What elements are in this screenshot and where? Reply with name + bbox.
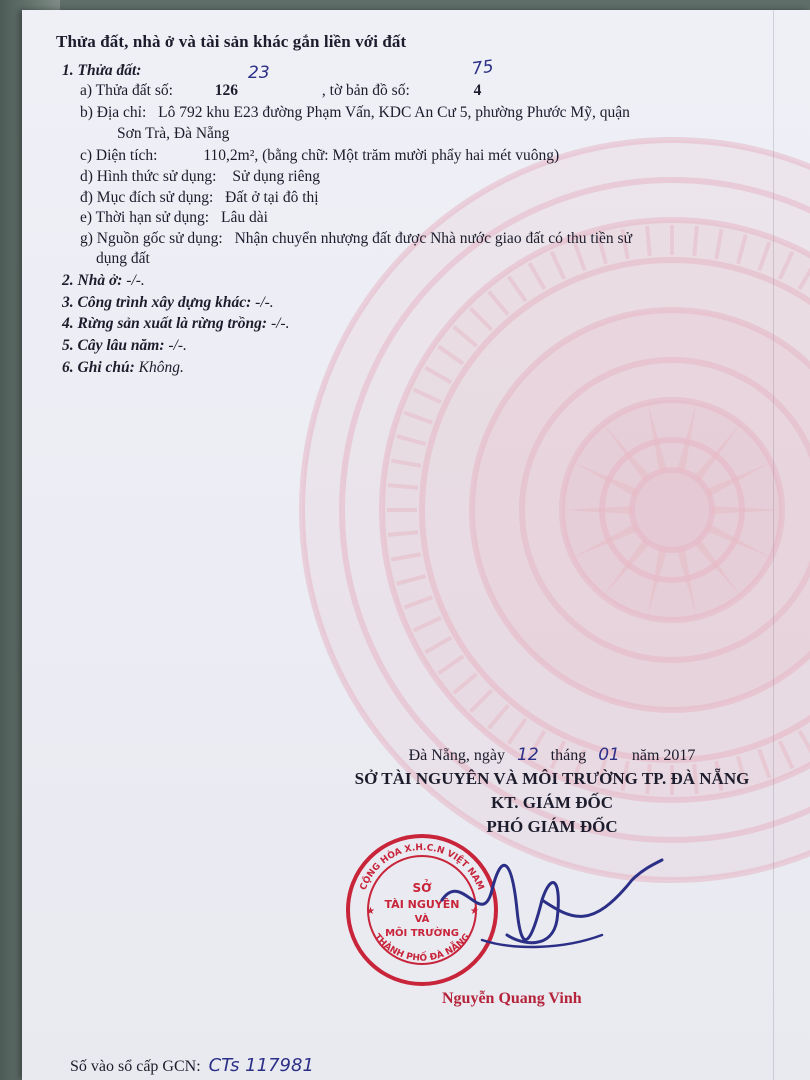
section-4-title: 4. Rừng sản xuất là rừng trồng: — [62, 315, 268, 332]
date-year: năm 2017 — [631, 747, 696, 764]
page-heading: Thửa đất, nhà ở và tài sản khác gắn liền với đất — [56, 32, 407, 51]
section-6-row — [62, 359, 184, 377]
section-5-value: -/-. — [168, 337, 187, 354]
address-value: Lô 792 khu E23 đường Phạm Vấn, KDC An Cư 5, phường Phước Mỹ, quận — [158, 104, 630, 121]
section-5-row — [62, 337, 187, 355]
gcn-label: Số vào sổ cấp GCN: — [70, 1058, 201, 1075]
section-1-title: 1. Thửa đất: — [62, 62, 142, 79]
use-form-label: d) Hình thức sử dụng: — [80, 168, 217, 185]
date-day: 12 — [517, 745, 539, 765]
section-4-value: -/-. — [270, 315, 290, 332]
use-form-row — [80, 168, 320, 186]
section-3-value: -/-. — [255, 294, 274, 311]
section-6-value: Không. — [138, 359, 184, 376]
address-row — [80, 104, 630, 122]
handwritten-sheet-note: 75 — [470, 56, 495, 80]
map-sheet-label: , tờ bản đồ số: — [321, 82, 410, 99]
section-6-title: 6. Ghi chú: — [62, 359, 135, 376]
term-row — [80, 209, 268, 227]
origin-value-cont: dụng đất — [96, 250, 150, 267]
purpose-row — [80, 189, 319, 207]
svg-text:VÀ: VÀ — [414, 914, 430, 925]
gcn-register-row — [70, 1055, 314, 1076]
address-label: b) Địa chỉ: — [80, 104, 147, 121]
signer-role-2: PHÓ GIÁM ĐỐC — [486, 817, 618, 836]
svg-text:SỞ: SỞ — [412, 881, 432, 895]
parcel-number-label: a) Thửa đất số: — [80, 82, 173, 99]
date-month: 01 — [598, 745, 620, 765]
origin-label: g) Nguồn gốc sử dụng: — [80, 230, 223, 247]
section-3-row — [62, 294, 274, 312]
purpose-label: đ) Mục đích sử dụng: — [80, 189, 214, 206]
use-form-value: Sử dụng riêng — [232, 168, 320, 185]
map-sheet-value: 4 — [473, 82, 482, 99]
section-2-row — [62, 272, 145, 290]
section-2-title: 2. Nhà ở: — [62, 272, 123, 289]
signer-name: Nguyễn Quang Vinh — [442, 990, 582, 1007]
issue-date — [302, 745, 802, 765]
date-prefix: Đà Nẵng, ngày — [408, 747, 506, 764]
svg-text:THÀNH PHỐ ĐÀ NẴNG: THÀNH PHỐ ĐÀ NẴNG — [371, 932, 473, 964]
parcel-number-row — [80, 82, 481, 100]
date-month-label: tháng — [550, 747, 587, 764]
address-value-cont: Sơn Trà, Đà Nẵng — [117, 125, 230, 142]
svg-text:TÀI NGUYÊN: TÀI NGUYÊN — [384, 898, 460, 911]
gcn-number: CTs 117981 — [208, 1055, 314, 1076]
certificate-page — [22, 10, 810, 1080]
area-label: c) Diện tích: — [80, 147, 158, 164]
area-value: 110,2m², (bằng chữ: Một trăm mười phẩy hai mét vuông) — [203, 147, 560, 164]
section-5-title: 5. Cây lâu năm: — [62, 337, 165, 354]
section-3-title: 3. Công trình xây dựng khác: — [62, 294, 252, 311]
origin-value: Nhận chuyển nhượng đất được Nhà nước giao đất có thu tiền sử — [234, 230, 632, 247]
svg-text:★: ★ — [366, 906, 375, 917]
term-value: Lâu dài — [220, 209, 268, 226]
signature-block — [302, 745, 802, 837]
term-label: e) Thời hạn sử dụng: — [80, 209, 210, 226]
issuing-authority: SỞ TÀI NGUYÊN VÀ MÔI TRƯỜNG TP. ĐÀ NẴNG — [354, 769, 750, 788]
svg-text:CỘNG HÒA X.H.C.N VIỆT NAM: CỘNG HÒA X.H.C.N VIỆT NAM — [358, 842, 486, 892]
signer-role-1: KT. GIÁM ĐỐC — [491, 793, 613, 812]
handwritten-signature — [422, 840, 672, 960]
purpose-value: Đất ở tại đô thị — [225, 189, 319, 206]
svg-text:MÔI TRƯỜNG: MÔI TRƯỜNG — [385, 928, 459, 939]
parcel-number-value: 126 — [214, 82, 239, 99]
origin-row — [80, 230, 632, 248]
area-row — [80, 147, 559, 165]
svg-text:★: ★ — [470, 906, 479, 917]
handwritten-parcel-note: 23 — [248, 63, 270, 83]
section-4-row — [62, 315, 289, 333]
section-2-value: -/-. — [126, 272, 145, 289]
